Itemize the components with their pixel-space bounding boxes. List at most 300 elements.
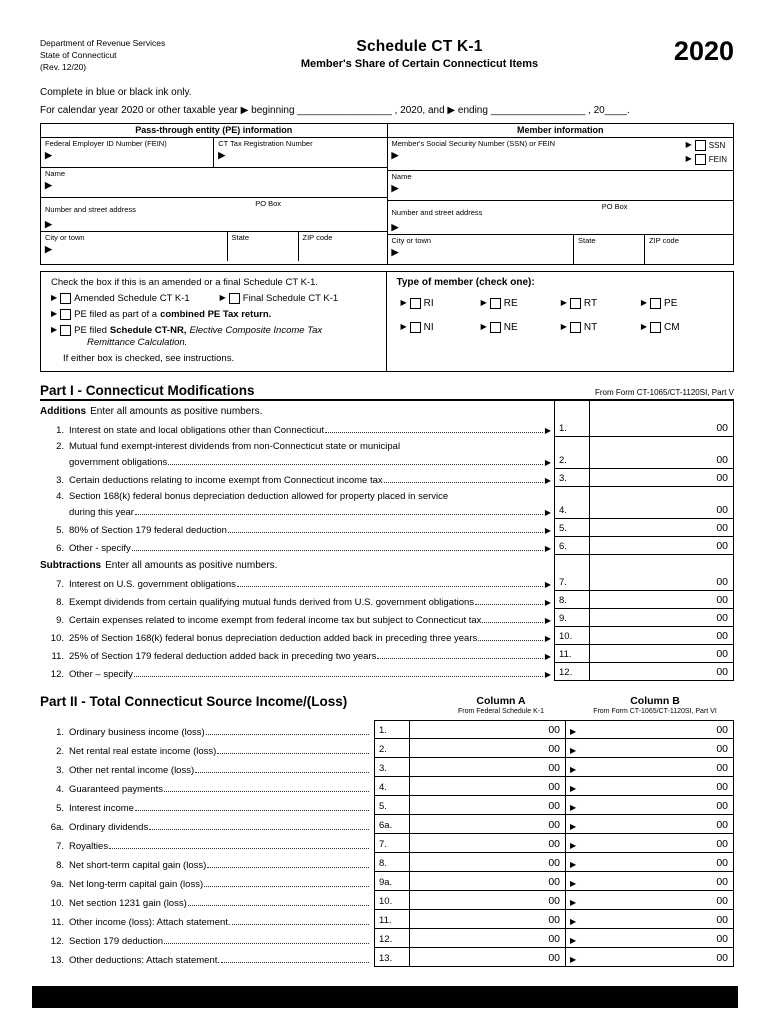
amount-b-box[interactable] [565, 872, 734, 891]
amount-value: 00 [716, 454, 728, 467]
name-label: Name [391, 171, 412, 181]
option-label: PE [664, 297, 678, 309]
ct-reg-label: CT Tax Registration Number [218, 138, 313, 148]
member-type-section [387, 272, 734, 371]
subtractions-note: Enter all amounts as positive numbers. [105, 560, 278, 572]
part1-line-4 [40, 487, 734, 519]
pe-address-field[interactable] [41, 198, 387, 231]
amount-value: 00 [548, 933, 560, 946]
dotted-leader [168, 464, 543, 465]
member-address-field[interactable] [388, 201, 734, 234]
line-number-box: 5. [374, 796, 409, 815]
part2-grid [40, 720, 734, 967]
either-box-note: If either box is checked, see instructions. [63, 352, 235, 364]
amount-value: 00 [716, 612, 728, 625]
form-page [40, 38, 734, 967]
member-ssn-field[interactable] [388, 138, 734, 170]
line-label: Other net rental income (loss) [69, 765, 195, 777]
arrow-icon: ▶ [685, 140, 692, 150]
ssn-checkbox-row[interactable] [686, 140, 727, 151]
title-block [225, 38, 614, 70]
part2-line-12 [40, 929, 734, 948]
agency-line-2: State of Connecticut [40, 49, 117, 60]
line-number: 10. [50, 898, 64, 910]
arrow-icon: ▶ [480, 322, 487, 332]
ctnr-italic-2: Remittance Calculation. [87, 336, 188, 348]
amount-value: 00 [716, 666, 728, 679]
line-number-box: 11. [374, 910, 409, 929]
ri-checkbox[interactable] [410, 298, 421, 309]
pe-id-row [41, 138, 387, 168]
arrow-icon: ▶ [400, 322, 407, 332]
line-label: Interest income [69, 803, 134, 815]
amended-intro: Check the box if this is an amended or a final Schedule CT K-1. [51, 276, 319, 288]
line-number: 4. [56, 784, 64, 796]
dotted-leader [384, 482, 543, 483]
combined-pe-bold: combined PE Tax return. [160, 308, 272, 320]
column-a-header [426, 694, 576, 715]
amount-a-box[interactable] [409, 891, 565, 910]
revision-note: (Rev. 12/20) [40, 61, 87, 72]
amount-b-box[interactable] [565, 796, 734, 815]
arrow-icon: ▶ [544, 670, 551, 680]
part1-line-3 [40, 469, 734, 487]
line-number: 2. [56, 746, 64, 758]
member-state-field[interactable] [573, 235, 644, 264]
agency-block [40, 38, 225, 74]
form-header [40, 38, 734, 74]
line-number: 13. [50, 955, 64, 967]
amount-box [589, 401, 734, 419]
line-number: 3. [56, 765, 64, 777]
amount-box[interactable] [589, 573, 734, 591]
member-type-cm[interactable] [641, 322, 721, 333]
amount-b-box[interactable] [565, 777, 734, 796]
arrow-icon: ▶ [544, 458, 551, 468]
part2-line-10 [40, 891, 734, 910]
line-number: 5. [56, 803, 64, 815]
zip-label: ZIP code [649, 235, 679, 245]
amount-value: 00 [548, 895, 560, 908]
arrow-icon: ▶ [570, 917, 577, 927]
part2-line-13 [40, 948, 734, 967]
fein-checkbox[interactable] [695, 154, 706, 165]
line-number: 2. [56, 441, 64, 453]
member-info-panel [388, 124, 734, 264]
member-type-re[interactable] [481, 298, 561, 309]
amount-box[interactable] [589, 645, 734, 663]
city-label: City or town [391, 235, 432, 245]
arrow-icon: ▶ [218, 149, 226, 160]
line-number-box: 9. [554, 609, 589, 627]
pe-city-field[interactable] [41, 232, 227, 261]
subtractions-title: Subtractions [40, 560, 102, 572]
line-label: 25% of Section 179 federal deduction added back in preceding two years [69, 651, 377, 663]
amount-a-box[interactable] [409, 834, 565, 853]
part1-line-5 [40, 519, 734, 537]
amount-value: 00 [548, 914, 560, 927]
amount-a-box[interactable] [409, 796, 565, 815]
arrow-icon: ▶ [570, 898, 577, 908]
amount-value: 00 [716, 522, 728, 535]
nt-checkbox[interactable] [570, 322, 581, 333]
amount-value: 00 [716, 743, 728, 756]
line-number-box: 11. [554, 645, 589, 663]
part1-additions-header [40, 401, 734, 419]
line-number-box: 4. [554, 487, 589, 519]
line-label: Royalties [69, 841, 109, 853]
part1-line-8 [40, 591, 734, 609]
arrow-icon: ▶ [51, 309, 58, 319]
additions-title: Additions [40, 406, 87, 418]
line-number: 7. [56, 579, 64, 591]
amount-a-box[interactable] [409, 739, 565, 758]
option-label: RI [423, 297, 434, 309]
line-number-box: 1. [554, 419, 589, 437]
amount-box[interactable] [589, 469, 734, 487]
part2-line-9a [40, 872, 734, 891]
dotted-leader [132, 550, 543, 551]
additions-note: Enter all amounts as positive numbers. [90, 406, 263, 418]
part1-line-9 [40, 609, 734, 627]
line-number: 9a. [50, 879, 64, 891]
arrow-icon: ▶ [51, 325, 58, 335]
option-label: RE [503, 297, 518, 309]
member-city-field[interactable] [388, 235, 574, 264]
dotted-leader [135, 810, 369, 811]
line-number: 1. [56, 727, 64, 739]
part1-subtractions-header [40, 555, 734, 573]
dotted-leader [135, 514, 543, 515]
arrow-icon: ▶ [570, 955, 577, 965]
amount-a-box[interactable] [409, 872, 565, 891]
line-label: Other – specify [69, 669, 133, 681]
pe-state-field[interactable] [227, 232, 298, 261]
line-number: 8. [56, 597, 64, 609]
amount-value: 00 [716, 594, 728, 607]
amount-box[interactable] [589, 519, 734, 537]
ni-checkbox[interactable] [410, 322, 421, 333]
line-label: Interest on state and local obligations other than Connecticut [69, 425, 325, 437]
line-number: 8. [56, 860, 64, 872]
part2-line-2 [40, 739, 734, 758]
line-label: Section 179 deduction [69, 936, 164, 948]
ssn-checkbox[interactable] [695, 140, 706, 151]
amount-a-box[interactable] [409, 720, 565, 739]
calendar-year-line: For calendar year 2020 or other taxable year ▶ beginning _________________ , 2020, and ▶ ending _________________ , 20____. [40, 104, 630, 116]
line-number-box: 7. [374, 834, 409, 853]
line-label: Certain deductions relating to income exempt from Connecticut income tax [69, 475, 383, 487]
tax-year: 2020 [673, 36, 734, 66]
amount-value: 00 [716, 422, 728, 435]
amount-value: 00 [716, 724, 728, 737]
part1-line-12 [40, 663, 734, 681]
amount-value: 00 [716, 576, 728, 589]
line-number: 7. [56, 841, 64, 853]
amount-box[interactable] [589, 437, 734, 469]
amount-value: 00 [548, 762, 560, 775]
arrow-icon: ▶ [570, 822, 577, 832]
part1-line-2 [40, 437, 734, 469]
member-name-field[interactable] [388, 171, 734, 200]
amount-b-box[interactable] [565, 891, 734, 910]
dotted-leader [109, 848, 369, 849]
member-type-grid [397, 298, 726, 333]
arrow-icon: ▶ [391, 182, 399, 193]
part1-grid [40, 401, 734, 681]
member-type-title: Type of member (check one): [396, 276, 535, 288]
amount-value: 00 [548, 781, 560, 794]
line-label: Net section 1231 gain (loss) [69, 898, 187, 910]
line-number-box: 6a. [374, 815, 409, 834]
amount-box[interactable] [589, 609, 734, 627]
line-number-box: 6. [554, 537, 589, 555]
dotted-leader [217, 753, 369, 754]
ctnr-italic-1: Elective Composite Income Tax [189, 324, 323, 336]
amount-a-box[interactable] [409, 815, 565, 834]
line-number-box: 5. [554, 519, 589, 537]
dotted-leader [134, 676, 543, 677]
arrow-icon: ▶ [685, 154, 692, 164]
amount-value: 00 [716, 472, 728, 485]
dotted-leader [164, 943, 369, 944]
arrow-icon: ▶ [544, 598, 551, 608]
pe-address-row [41, 198, 387, 232]
amount-b-box[interactable] [565, 815, 734, 834]
amount-a-box[interactable] [409, 853, 565, 872]
amended-checkbox[interactable] [60, 293, 71, 304]
amount-value: 00 [716, 933, 728, 946]
pe-zip-field[interactable] [298, 232, 387, 261]
line-label: Ordinary business income (loss) [69, 727, 205, 739]
arrow-icon: ▶ [570, 841, 577, 851]
pe-info-panel [41, 124, 388, 264]
amount-value: 00 [548, 819, 560, 832]
amount-b-box[interactable] [565, 948, 734, 967]
line-label: Net short-term capital gain (loss) [69, 860, 207, 872]
arrow-icon: ▶ [570, 727, 577, 737]
part2-title: Part II - Total Connecticut Source Income/(Loss) [40, 694, 348, 710]
amount-value: 00 [716, 781, 728, 794]
arrow-icon: ▶ [480, 298, 487, 308]
line-number: 11. [51, 917, 64, 929]
amount-box[interactable] [589, 537, 734, 555]
ctnr-checkbox[interactable] [60, 325, 71, 336]
street-label: Number and street address [45, 204, 136, 214]
dotted-leader [164, 791, 369, 792]
amount-value: 00 [716, 819, 728, 832]
amount-b-box[interactable] [565, 929, 734, 948]
column-b-note: From Form CT-1065/CT-1120SI, Part VI [593, 708, 717, 716]
arrow-icon: ▶ [570, 784, 577, 794]
rt-checkbox[interactable] [570, 298, 581, 309]
fein-label: Federal Employer ID Number (FEIN) [45, 138, 167, 148]
arrow-icon: ▶ [45, 179, 52, 190]
line-number-box [554, 401, 589, 419]
line-label: Other income (loss): Attach statement. [69, 917, 231, 929]
pe-info-header: Pass-through entity (PE) information [41, 124, 387, 138]
line-number-box: 8. [554, 591, 589, 609]
form-title: Schedule CT K-1 [356, 38, 483, 55]
member-type-pe[interactable] [641, 298, 721, 309]
amount-a-box[interactable] [409, 777, 565, 796]
amount-a-box[interactable] [409, 929, 565, 948]
amount-b-box[interactable] [565, 834, 734, 853]
line-number-box: 10. [554, 627, 589, 645]
dotted-leader [204, 886, 369, 887]
option-label: NT [583, 321, 598, 333]
member-type-ni[interactable] [401, 322, 481, 333]
fein-option-label: FEIN [708, 154, 727, 164]
arrow-icon: ▶ [45, 243, 52, 254]
line-label: Interest on U.S. government obligations [69, 579, 236, 591]
dotted-leader [206, 734, 369, 735]
city-label: City or town [45, 232, 85, 242]
dotted-leader [221, 962, 369, 963]
arrow-icon: ▶ [219, 293, 226, 303]
re-checkbox[interactable] [490, 298, 501, 309]
amount-b-box[interactable] [565, 758, 734, 777]
arrow-icon: ▶ [570, 765, 577, 775]
arrow-icon: ▶ [640, 298, 648, 308]
line-number: 6a. [50, 822, 64, 834]
amount-a-box[interactable] [409, 948, 565, 967]
amount-b-box[interactable] [565, 739, 734, 758]
line-label: Ordinary dividends [69, 822, 149, 834]
dotted-leader [478, 640, 543, 641]
part1-line-11 [40, 645, 734, 663]
ct-tax-registration-field[interactable] [213, 138, 386, 167]
arrow-icon: ▶ [570, 803, 577, 813]
amount-value: 00 [716, 838, 728, 851]
agency-line-1: Department of Revenue Services [40, 38, 166, 48]
line-number-box: 3. [374, 758, 409, 777]
amount-box[interactable] [589, 419, 734, 437]
dotted-leader [195, 772, 369, 773]
name-label: Name [45, 168, 66, 178]
line-number: 11. [51, 651, 64, 663]
option-label: RT [583, 297, 598, 309]
ssn-label: Member's Social Security Number (SSN) or FEIN [391, 138, 556, 148]
amount-value: 00 [716, 762, 728, 775]
member-zip-field[interactable] [644, 235, 733, 264]
amount-a-box[interactable] [409, 910, 565, 929]
part2-line-11 [40, 910, 734, 929]
line-number-box: 4. [374, 777, 409, 796]
dotted-leader [482, 622, 542, 623]
amount-value: 00 [548, 743, 560, 756]
line-number-box: 9a. [374, 872, 409, 891]
option-label: NI [423, 321, 434, 333]
column-b-title: Column B [630, 695, 680, 708]
member-ssn-row [388, 138, 734, 171]
arrow-icon: ▶ [560, 322, 567, 332]
option-label: CM [664, 321, 680, 333]
dotted-leader [325, 432, 543, 433]
amount-b-box[interactable] [565, 910, 734, 929]
arrow-icon: ▶ [544, 634, 551, 644]
part2-line-1 [40, 720, 734, 739]
arrow-icon: ▶ [570, 936, 577, 946]
cm-checkbox[interactable] [650, 322, 661, 333]
ssn-option-label: SSN [708, 140, 726, 150]
column-b-header [576, 694, 734, 715]
line-label: during this year [69, 507, 134, 519]
amount-value: 00 [716, 540, 728, 553]
part2-line-6a [40, 815, 734, 834]
column-a-note: From Federal Schedule K-1 [458, 708, 544, 716]
amount-box [589, 555, 734, 573]
amount-a-box[interactable] [409, 758, 565, 777]
member-type-rt[interactable] [561, 298, 641, 309]
arrow-icon: ▶ [560, 298, 567, 308]
line-label: government obligations [69, 457, 168, 469]
line-label: 80% of Section 179 federal deduction [69, 525, 227, 537]
arrow-icon: ▶ [45, 218, 52, 229]
amount-value: 00 [716, 876, 728, 889]
combined-pe-text: PE filed as part of a [74, 308, 158, 320]
line-label: Net rental real estate income (loss) [69, 746, 217, 758]
amount-b-box[interactable] [565, 720, 734, 739]
member-type-ne[interactable] [481, 322, 561, 333]
arrow-icon: ▶ [51, 293, 58, 303]
pe-city-row [41, 232, 387, 261]
line-number-box: 1. [374, 720, 409, 739]
amount-box[interactable] [589, 487, 734, 519]
pe-name-field[interactable] [41, 168, 387, 197]
amount-value: 00 [716, 914, 728, 927]
line-number-box: 12. [374, 929, 409, 948]
amount-box[interactable] [589, 663, 734, 681]
amount-value: 00 [548, 876, 560, 889]
fein-field[interactable] [41, 138, 213, 167]
ctnr-bold: Schedule CT-NR, [109, 324, 187, 336]
pe-checkbox[interactable] [650, 298, 661, 309]
fein-checkbox-row[interactable] [686, 154, 727, 165]
line-label: Mutual fund exempt-interest dividends from non-Connecticut state or municipal [69, 441, 401, 453]
line-number: 12. [50, 669, 64, 681]
member-type-nt[interactable] [561, 322, 641, 333]
amount-box[interactable] [589, 591, 734, 609]
amount-value: 00 [548, 857, 560, 870]
amount-box[interactable] [589, 627, 734, 645]
scan-artifact-bar [32, 986, 738, 1008]
line-number-box: 7. [554, 573, 589, 591]
member-address-row [388, 201, 734, 235]
combined-pe-checkbox[interactable] [60, 309, 71, 320]
amount-value: 00 [716, 630, 728, 643]
part1-line-7 [40, 573, 734, 591]
amount-value: 00 [716, 800, 728, 813]
arrow-icon: ▶ [544, 426, 551, 436]
part2-line-8 [40, 853, 734, 872]
dotted-leader [188, 905, 369, 906]
po-box-label: PO Box [601, 201, 628, 211]
amount-b-box[interactable] [565, 853, 734, 872]
line-number-box: 10. [374, 891, 409, 910]
dotted-leader [149, 829, 369, 830]
final-checkbox[interactable] [229, 293, 240, 304]
line-label: Other deductions: Attach statement. [69, 955, 221, 967]
member-type-ri[interactable] [401, 298, 481, 309]
line-label: Certain expenses related to income exempt from federal income tax but subject to Connecticut tax [69, 615, 482, 627]
amended-label: Amended Schedule CT K-1 [74, 292, 190, 304]
ne-checkbox[interactable] [490, 322, 501, 333]
line-number-box: 12. [554, 663, 589, 681]
amount-value: 00 [716, 895, 728, 908]
po-box-label: PO Box [255, 198, 282, 208]
part2-line-7 [40, 834, 734, 853]
